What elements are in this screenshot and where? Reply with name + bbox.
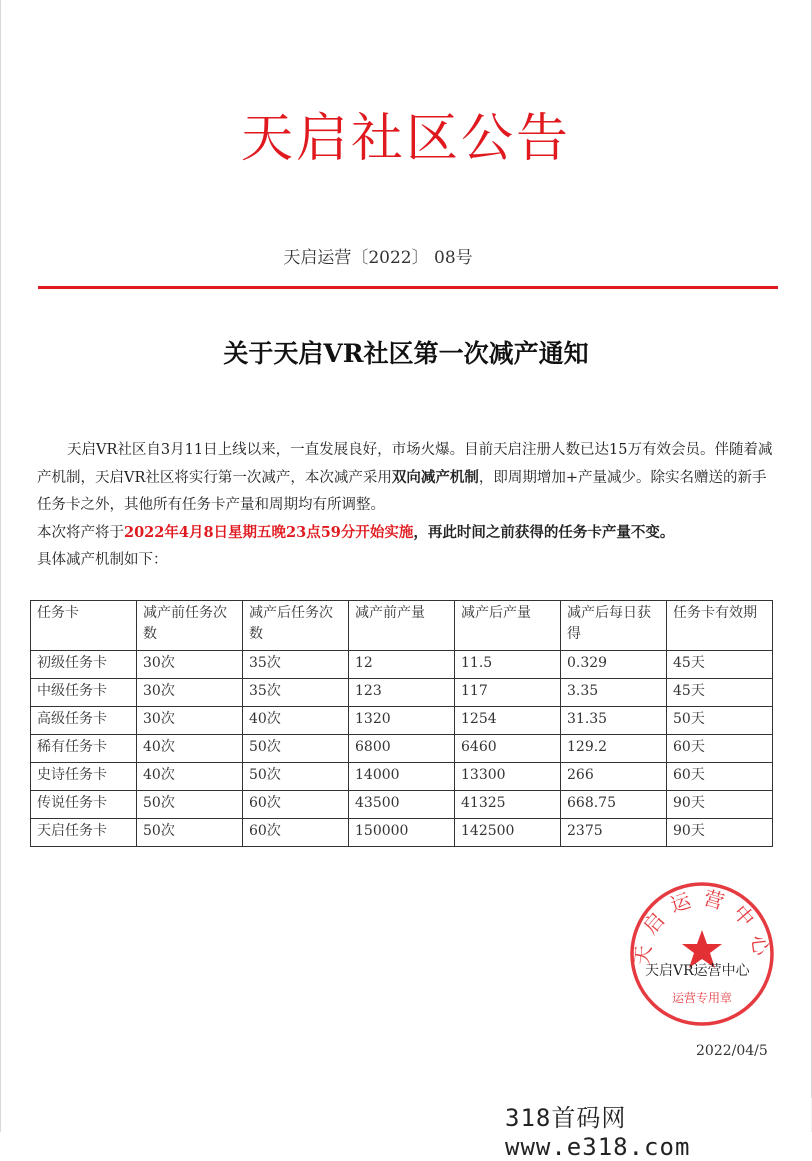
document-number: 天启运营〔2022〕 08号 — [283, 248, 473, 268]
site-watermark: 318首码网 www.e318.com — [505, 1098, 812, 1161]
notice-body — [37, 437, 777, 574]
paragraph-2-bold: ，再此时间之前获得的任务卡产量不变。 — [413, 524, 675, 541]
table-cell: 30次 — [137, 679, 243, 707]
table-cell: 45天 — [667, 651, 773, 679]
table-cell: 35次 — [243, 651, 349, 679]
issue-date: 2022/04/5 — [696, 1043, 768, 1059]
seal-ring-text: 天启运营中心 — [629, 885, 775, 967]
table-cell: 高级任务卡 — [31, 707, 137, 735]
paragraph-1-bold: 双向减产机制 — [391, 469, 479, 486]
header-cell: 任务卡 — [31, 601, 137, 651]
table-cell: 初级任务卡 — [31, 651, 137, 679]
seal-sub-text: 运营专用章 — [671, 991, 733, 1005]
table-cell: 60天 — [667, 763, 773, 791]
announcement-title: 天启社区公告 — [240, 109, 571, 169]
table-cell: 稀有任务卡 — [31, 735, 137, 763]
table-cell: 0.329 — [561, 651, 667, 679]
table-cell: 天启任务卡 — [31, 819, 137, 847]
header-cell: 减产后每日获得 — [561, 601, 667, 651]
table-cell: 60天 — [667, 735, 773, 763]
table-cell: 50次 — [243, 763, 349, 791]
table-cell: 中级任务卡 — [31, 679, 137, 707]
table-cell: 123 — [349, 679, 455, 707]
table-cell: 90天 — [667, 819, 773, 847]
table-cell: 35次 — [243, 679, 349, 707]
header-cell: 任务卡有效期 — [667, 601, 773, 651]
paragraph-2-text-a: 本次将产将于 — [37, 525, 124, 541]
table-row — [31, 679, 773, 707]
table-cell: 30次 — [137, 651, 243, 679]
table-cell: 2375 — [561, 819, 667, 847]
task-card-table — [30, 600, 773, 847]
table-row — [31, 651, 773, 679]
paragraph-1-text-a: 天启VR社区自3月11日上线以来，一直发展良好，市场火爆。目前天启注册人数已达15万有效会员。伴随着减产机制，天启VR社区将实行第一次减产，本次减产采用 — [37, 442, 773, 486]
table-cell: 40次 — [137, 763, 243, 791]
table-header-row — [31, 601, 773, 651]
table-cell: 13300 — [455, 763, 561, 791]
table-cell: 传说任务卡 — [31, 791, 137, 819]
notice-title: 关于天启VR社区第一次减产通知 — [223, 339, 589, 368]
table-cell: 40次 — [243, 707, 349, 735]
table-cell: 129.2 — [561, 735, 667, 763]
table-cell: 40次 — [137, 735, 243, 763]
table-cell: 60次 — [243, 819, 349, 847]
red-divider — [38, 286, 778, 289]
header-cell: 减产后产量 — [455, 601, 561, 651]
table-cell: 31.35 — [561, 707, 667, 735]
table-cell: 30次 — [137, 707, 243, 735]
table-cell: 43500 — [349, 791, 455, 819]
table-cell: 6800 — [349, 735, 455, 763]
header-cell: 减产前任务次数 — [137, 601, 243, 651]
seal-organization-name: 天启VR运营中心 — [645, 963, 750, 979]
table-row — [31, 735, 773, 763]
table-cell: 11.5 — [455, 651, 561, 679]
table-cell: 6460 — [455, 735, 561, 763]
header-cell: 减产前产量 — [349, 601, 455, 651]
paragraph-1-text-b: ，即周期增加+产量减少。除实名赠送的新手任务卡之外，其他所有任务卡产量和周期均有所调整。 — [37, 470, 767, 513]
table-row — [31, 819, 773, 847]
table-row — [31, 791, 773, 819]
table-cell: 1254 — [455, 707, 561, 735]
table-row — [31, 707, 773, 735]
table-cell: 50次 — [243, 735, 349, 763]
table-cell: 266 — [561, 763, 667, 791]
table-cell: 12 — [349, 651, 455, 679]
table-cell: 1320 — [349, 707, 455, 735]
table-cell: 50次 — [137, 819, 243, 847]
table-cell: 50天 — [667, 707, 773, 735]
table-cell: 150000 — [349, 819, 455, 847]
table-cell: 3.35 — [561, 679, 667, 707]
table-cell: 90天 — [667, 791, 773, 819]
table-row — [31, 763, 773, 791]
paragraph-2-red: 2022年4月8日星期五晚23点59分开始实施 — [124, 524, 414, 541]
table-cell: 50次 — [137, 791, 243, 819]
table-cell: 41325 — [455, 791, 561, 819]
table-cell: 60次 — [243, 791, 349, 819]
official-seal — [628, 880, 776, 1028]
table-cell: 14000 — [349, 763, 455, 791]
paragraph-1 — [37, 437, 777, 519]
table-cell: 117 — [455, 679, 561, 707]
table-cell: 史诗任务卡 — [31, 763, 137, 791]
header-cell: 减产后任务次数 — [243, 601, 349, 651]
paragraph-2 — [37, 519, 777, 547]
table-cell: 668.75 — [561, 791, 667, 819]
table-cell: 45天 — [667, 679, 773, 707]
paragraph-3: 具体减产机制如下： — [37, 552, 168, 568]
table-cell: 142500 — [455, 819, 561, 847]
